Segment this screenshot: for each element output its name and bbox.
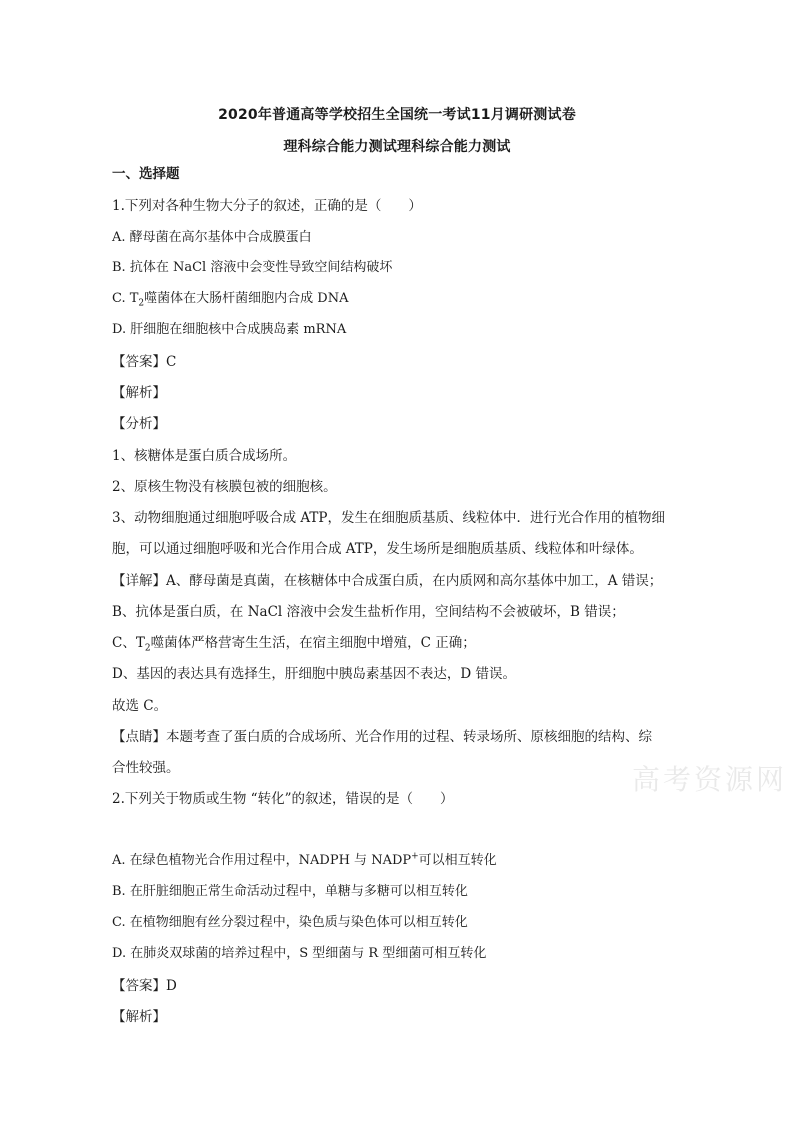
q1-option-c-text: C. T <box>112 291 139 306</box>
q1-fenxi-label: 【分析】 <box>112 416 166 432</box>
q1-detail-c-text: C、T <box>112 635 145 651</box>
section-heading: 一、选择题 <box>112 166 180 182</box>
q1-option-c-rest: 噬菌体在大肠杆菌细胞内合成 DNA <box>144 291 349 306</box>
q2-option-d: D. 在肺炎双球菌的培养过程中，S 型细菌与 R 型细菌可相互转化 <box>112 946 487 961</box>
q1-detail-b: B、抗体是蛋白质，在 NaCl 溶液中会发生盐析作用，空间结构不会被破坏，B 错误； <box>112 604 625 620</box>
exam-subtitle: 理科综合能力测试理科综合能力测试 <box>283 139 511 155</box>
q1-stem: 1.下列对各种生物大分子的叙述，正确的是（ ） <box>112 198 422 214</box>
superscript: + <box>411 851 419 862</box>
exam-title: 2020年普通高等学校招生全国统一考试11月调研测试卷 <box>218 107 576 123</box>
q1-option-d: D. 肝细胞在细胞核中合成胰岛素 mRNA <box>112 322 347 337</box>
q1-detail-c-rest: 噬菌体严格营寄生生活，在宿主细胞中增殖，C 正确； <box>150 635 476 651</box>
q1-detail-d: D、基因的表达具有选择生，肝细胞中胰岛素基因不表达，D 错误。 <box>112 666 516 682</box>
q2-stem: 2.下列关于物质或生物 “转化”的叙述，错误的是（ ） <box>112 791 454 807</box>
q2-option-a <box>112 851 704 871</box>
q1-summary-a: 【点睛】本题考查了蛋白质的合成场所、光合作用的过程、转录场所、原核细胞的结构、综 <box>112 729 652 745</box>
q1-point-3a: 3、动物细胞通过细胞呼吸合成 ATP，发生在细胞质基质、线粒体中．进行光合作用的植物细 <box>112 510 665 526</box>
q1-point-1: 1、核糖体是蛋白质合成场所。 <box>112 448 297 464</box>
q1-summary-b: 合性较强。 <box>112 760 180 776</box>
q1-option-b: B. 抗体在 NaCl 溶液中会变性导致空间结构破坏 <box>112 260 393 275</box>
q2-option-a-text: A. 在绿色植物光合作用过程中，NADPH 与 NADP <box>112 853 412 868</box>
q2-analysis-label: 【解析】 <box>112 1009 166 1025</box>
q2-answer: 【答案】D <box>112 978 177 994</box>
q1-option-a: A. 酵母菌在高尔基体中合成膜蛋白 <box>112 230 312 245</box>
q1-point-3b: 胞，可以通过细胞呼吸和光合作用合成 ATP，发生场所是细胞质基质、线粒体和叶绿体。 <box>112 541 643 557</box>
q1-detail-c <box>112 633 704 653</box>
q1-answer: 【答案】C <box>112 354 177 370</box>
q1-analysis-label: 【解析】 <box>112 385 166 401</box>
watermark: 高考资源网 <box>632 763 788 796</box>
subscript: 2 <box>138 298 145 309</box>
q2-option-b: B. 在肝脏细胞正常生命活动过程中，单糖与多糖可以相互转化 <box>112 884 468 899</box>
subscript: 2 <box>144 643 151 654</box>
q2-option-a-rest: 可以相互转化 <box>418 853 497 868</box>
q1-option-c <box>112 289 704 309</box>
q1-detail-a: 【详解】A、酵母菌是真菌，在核糖体中合成蛋白质，在内质网和高尔基体中加工，A 错误； <box>112 573 663 589</box>
q1-choice: 故选 C。 <box>112 698 168 714</box>
q1-point-2: 2、原核生物没有核膜包被的细胞核。 <box>112 479 337 495</box>
q2-option-c: C. 在植物细胞有丝分裂过程中，染色质与染色体可以相互转化 <box>112 915 468 930</box>
